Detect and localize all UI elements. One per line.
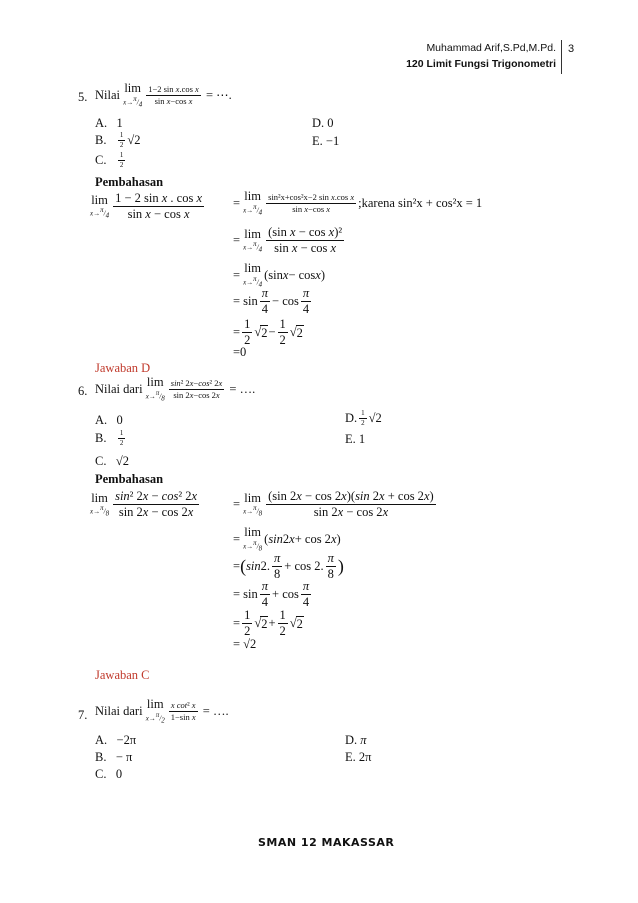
q6-option-c: C. √2 [95, 454, 129, 468]
q5-pembahasan-title: Pembahasan [95, 175, 164, 189]
q5-option-d: D. 0 [312, 116, 334, 130]
q5-work-step3: = lim $x\to^\pi/_4$ (sin x − cos x ) [233, 261, 326, 289]
q6-number: 6. [78, 384, 88, 398]
q6-answer: Jawaban C [95, 668, 150, 682]
q5-statement [95, 82, 232, 108]
q5-work-lhs: lim $x\to^\pi/_4$ $\frac{\text{1 − 2 sin x . cos x}}{\text{sin x − cos x}}$ [90, 191, 203, 222]
q5-suffix: = ⋯. [205, 88, 232, 103]
q6-work-step3: = ( sin 2. $\frac{\pi}{8}$ + cos 2. $\frac{\pi}{8}$ ) [233, 551, 344, 582]
q5-prefix: Nilai [95, 87, 120, 102]
q6-option-e: E. 1 [345, 432, 366, 446]
q7-option-d: D. π [345, 733, 367, 747]
footer-school: SMAN 12 MAKASSAR [258, 836, 395, 849]
q5-work-step2: = lim $x\to^\pi/_4$ $\frac{\text{(sin x − cos x)²}}{\text{sin x − cos x}}$ [233, 225, 343, 256]
q5-work-step4: = sin $\frac{\pi}{4}$ − cos $\frac{\pi}{4}$ [233, 286, 310, 317]
header-divider [561, 40, 562, 74]
q5-work-step1: = lim $x\to^\pi/_4$ $\frac{\text{sin²x+cos²x−2 sin x.cos x}}{\text{sin x−cos x}}$ ;karena sin²x + cos²x = 1 [233, 189, 483, 217]
q6-prefix: Nilai dari [95, 381, 143, 396]
header-title: 120 Limit Fungsi Trigonometri [406, 58, 556, 70]
q5-lim: lim $x\to^\pi/_4$ [123, 81, 143, 109]
q5-work-step5: = $\frac{1}{2}$ √ 2 − $\frac{1}{2}$ √ 2 [233, 317, 303, 348]
q5-option-e: E. −1 [312, 134, 340, 148]
q5-number: 5. [78, 90, 88, 104]
q5-note: ;karena sin²x + cos²x = 1 [358, 195, 483, 210]
q6-work-step2: = lim $x\to^\pi/_8$ ( sin 2 x + cos 2 x ) [233, 525, 341, 553]
q6-work-step5: = $\frac{1}{2}$ √ 2 + $\frac{1}{2}$ √ 2 [233, 608, 303, 639]
q6-suffix: = …. [229, 381, 256, 396]
q7-option-a: A. −2π [95, 733, 137, 747]
q7-prefix: Nilai dari [95, 703, 143, 718]
q6-work-final: = √2 [233, 637, 257, 651]
q7-option-b: B. − π [95, 750, 133, 764]
q5-fraction: $\frac{\text{1−2 sin x.cos x}}{\text{sin x−cos x}}$ [148, 83, 199, 106]
q7-statement: Nilai dari lim $x\to^\pi/_2$ $\frac{\text{x cot² x}}{\text{1−sin x}}$ = …. [95, 697, 229, 725]
q5-option-b: B. $\frac{1}{2}$ √2 [95, 131, 141, 150]
q6-work-step4: = sin $\frac{\pi}{4}$ + cos $\frac{\pi}{4}$ [233, 579, 310, 610]
q6-option-d: D. $\frac{1}{2}$ √2 [345, 409, 382, 428]
q7-option-e: E. 2π [345, 750, 372, 764]
header-author: Muhammad Arif,S.Pd,M.Pd. [426, 42, 556, 54]
q6-option-b: B. $\frac{1}{2}$ [95, 429, 124, 448]
q6-statement: Nilai dari lim $x\to^\pi/_8$ $\frac{\text{sin² 2x−cos² 2x}}{\sin 2x-\cos 2x}$ = …. [95, 375, 256, 403]
q6-work-lhs: lim $x\to^\pi/_8$ $\frac{\text{sin² 2x − cos² 2x}}{\sin 2x - \cos 2x}$ [90, 489, 198, 520]
q5-option-c: C. $\frac{1}{2}$ [95, 151, 124, 170]
q5-answer: Jawaban D [95, 361, 151, 375]
q7-suffix: = …. [202, 703, 229, 718]
q5-work-final: =0 [233, 345, 247, 359]
q6-work-step1: = lim $x\to^\pi/_8$ $\frac{(\sin 2x - \cos 2x)(\sin 2x + \cos 2x)}{\sin 2x - \cos 2x}$ [233, 489, 434, 520]
q7-option-c: C. 0 [95, 767, 123, 781]
q5-option-a: A. 1 [95, 116, 123, 130]
page-number: 3 [568, 43, 575, 55]
q6-pembahasan-title: Pembahasan [95, 472, 164, 486]
q6-option-a: A. 0 [95, 413, 123, 427]
q7-number: 7. [78, 708, 88, 722]
